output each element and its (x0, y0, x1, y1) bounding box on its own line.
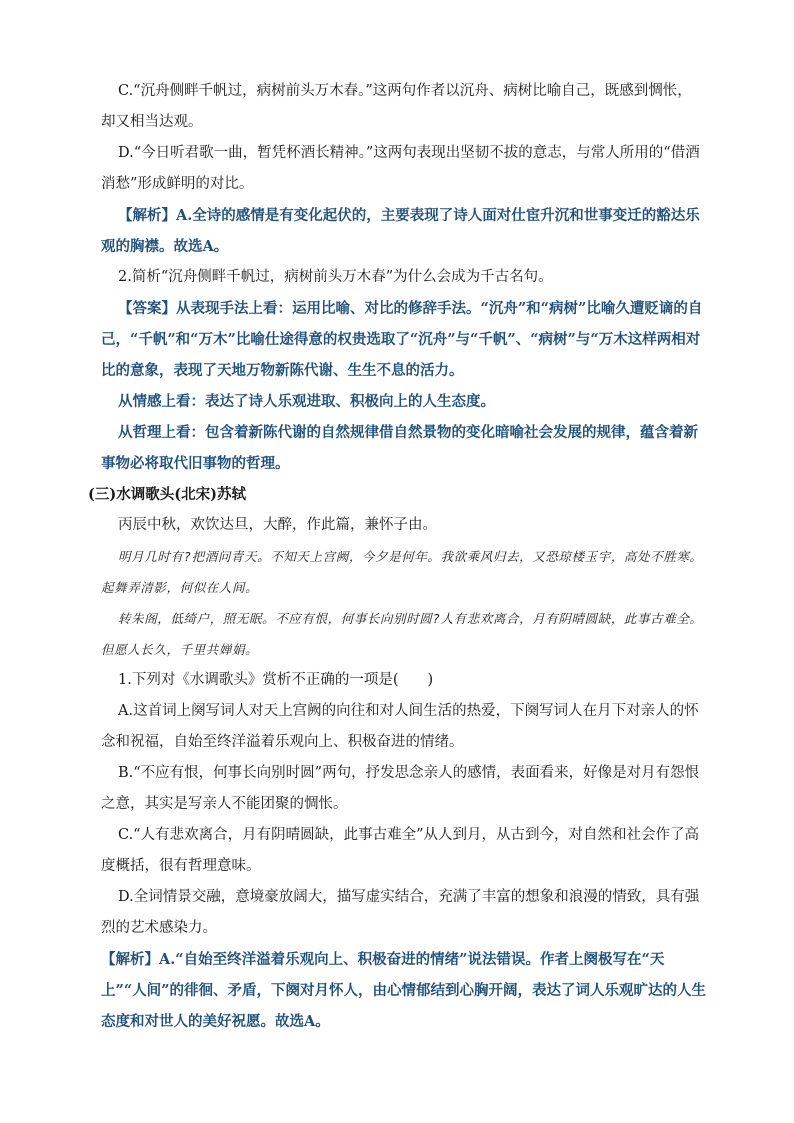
section-heading: (三)水调歌头(北宋)苏轼 (88, 486, 246, 503)
question-1-text: 1.下列对《水调歌头》赏析不正确的一项是( ) (118, 672, 434, 688)
option-b-text: B.“不应有恨，何事长向别时圆”两句，抒发思念亲人的感情，表面看来，好像是对月有怨恨之意，其实是写亲人不能团聚的惆怅。 (101, 765, 700, 812)
answer-emotion-text: 从情感上看：表达了诗人乐观进取、积极向上的人生态度。 (118, 393, 495, 410)
poem-stanza-2: 转朱阁，低绮户，照无眠。不应有恨，何事长向别时圆?人有悲欢离合，月有阴晴圆缺，此事古难全。但愿人长久，千里共婵娟。 (101, 611, 703, 657)
analysis-text-2: 【解析】A.“自始至终洋溢着乐观向上、积极奋进的情绪”说法错误。作者上阕极写在“天上”“人间”的徘徊、矛盾，下阕对月怀人，由心情郁结到心胸开阔，表达了词人乐观旷达的人生态度和对世人的美好祝愿。故选A。 (101, 951, 707, 1030)
answer-technique-text: 【答案】从表现手法上看：运用比喻、对比的修辞手法。“沉舟”和“病树”比喻久遭贬谪的自己，“千帆”和“万木”比喻仕途得意的权贵选取了“沉舟”与“千帆”、“病树”与“万木这样两相对比的意象，表现了天地万物新陈代谢、生生不息的活力。 (101, 300, 703, 379)
option-d-text: D.“今日听君歌一曲，暂凭杯酒长精神。”这两句表现出坚韧不拔的意志，与常人所用的“借酒消愁”形成鲜明的对比。 (101, 145, 700, 192)
poem-preface: 丙辰中秋，欢饮达旦，大醉，作此篇，兼怀子由。 (118, 517, 437, 533)
answer-philosophy-text: 从哲理上看：包含着新陈代谢的自然规律借自然景物的变化暗喻社会发展的规律，蕴含着新事物必将取代旧事物的哲理。 (101, 424, 698, 472)
option-a-text: A.这首词上阕写词人对天上宫阙的向往和对人间生活的热爱，下阕写词人在月下对亲人的怀念和祝福，自始至终洋溢着乐观向上、积极奋进的情绪。 (101, 703, 699, 750)
option-c-text-2: C.“人有悲欢离合，月有阴晴圆缺，此事古难全”从人到月，从古到今，对自然和社会作了高度概括，很有哲理意味。 (101, 827, 700, 874)
analysis-text: 【解析】A.全诗的感情是有变化起伏的，主要表现了诗人面对仕宦升沉和世事变迁的豁达乐观的胸襟。故选A。 (101, 207, 700, 255)
poem-stanza-1: 明月几时有?把酒问青天。不知天上宫阙，今夕是何年。我欲乘风归去，又恐琼楼玉宇，高处不胜寒。起舞弄清影，何似在人间。 (101, 549, 703, 595)
option-c-text: C.“沉舟侧畔千帆过，病树前头万木春。”这两句作者以沉舟、病树比喻自己，既感到惆怅，却又相当达观。 (101, 83, 692, 130)
question-2-text: 2.简析“沉舟侧畔千帆过，病树前头万木春”为什么会成为千古名句。 (118, 269, 553, 285)
option-d-text-2: D.全词情景交融，意境豪放阔大，描写虚实结合，充满了丰富的想象和浪漫的情致，具有强烈的艺术感染力。 (101, 889, 700, 936)
